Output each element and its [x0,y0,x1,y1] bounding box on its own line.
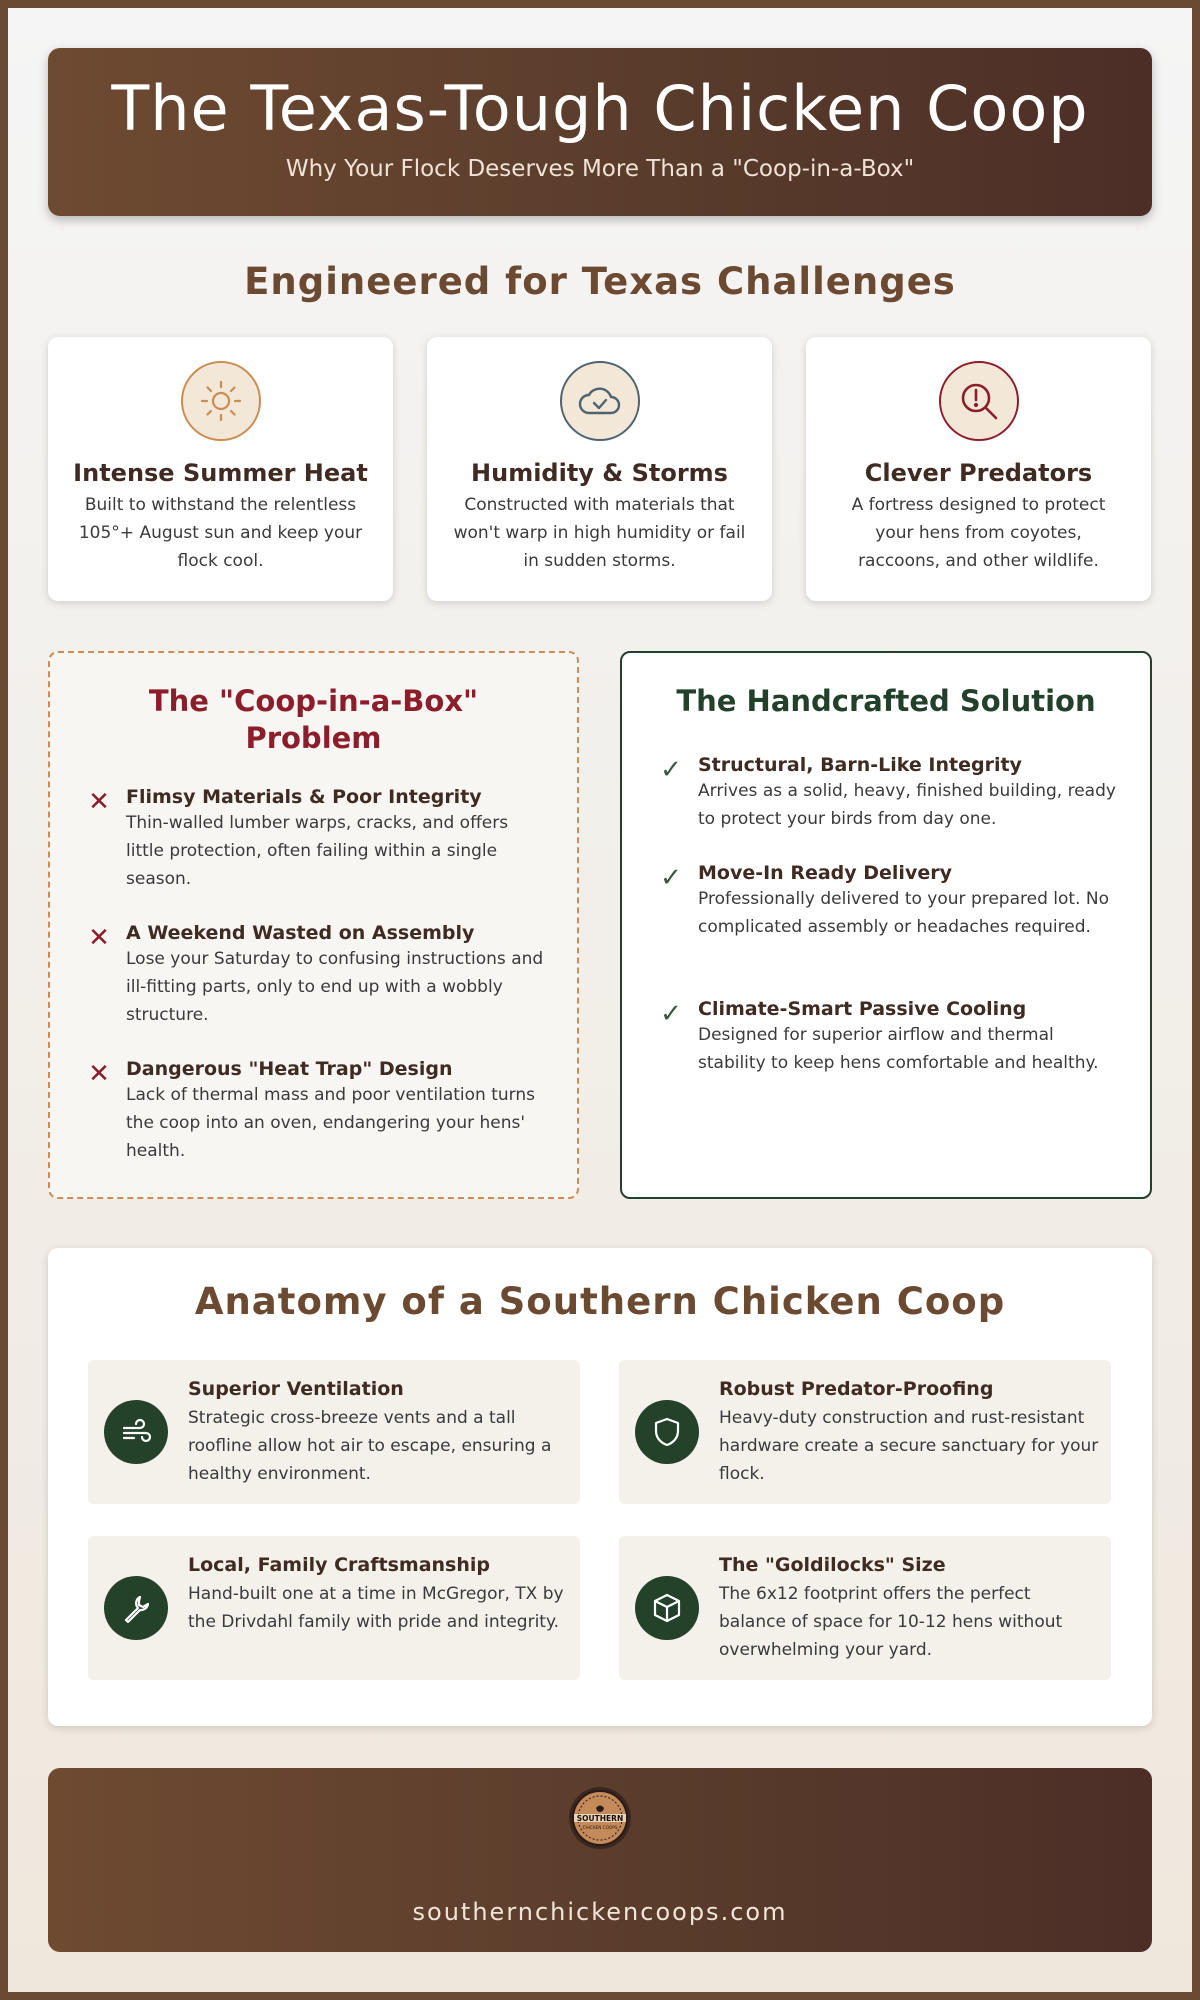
cloud-check-icon [560,361,640,441]
brand-logo [568,1786,632,1850]
card-title: Humidity & Storms [471,459,728,487]
feature-ventilation [88,1360,580,1504]
anatomy-section [48,1248,1152,1726]
problem-item-text: Lack of thermal mass and poor ventilation turns the coop into an oven, endangering your hens' health. [126,1085,535,1161]
solution-item-title: Climate-Smart Passive Cooling [698,998,1027,1020]
page [8,8,1192,1992]
problem-item-text: Thin-walled lumber warps, cracks, and offers little protection, often failing within a single season. [126,813,509,889]
check-icon: ✓ [660,755,682,785]
feature-title: Superior Ventilation [188,1378,404,1400]
svg-text:SOUTHERN: SOUTHERN [576,1814,624,1823]
feature-predator-proofing [619,1360,1111,1504]
problem-panel [48,651,579,1199]
problem-title: The "Coop-in-a-Box" Problem [148,684,479,755]
wrench-icon [104,1576,168,1640]
feature-title: Robust Predator-Proofing [719,1378,994,1400]
solution-panel [620,651,1152,1199]
feature-text: Heavy-duty construction and rust-resistant hardware create a secure sanctuary for your flock. [719,1408,1099,1484]
svg-text:CHICKEN COOPS: CHICKEN COOPS [582,1825,618,1830]
solution-item [656,861,1116,941]
challenge-card-heat [48,337,393,601]
solution-item-text: Professionally delivered to your prepared lot. No complicated assembly or headaches required. [698,889,1109,937]
solution-item-text: Arrives as a solid, heavy, finished building, ready to protect your birds from day one. [698,781,1116,829]
challenge-card-storms [427,337,772,601]
card-text: Built to withstand the relentless 105°+ August sun and keep your flock cool. [78,495,363,571]
feature-text: The 6x12 footprint offers the perfect balance of space for 10-12 hens without overwhelming your yard. [719,1584,1063,1660]
wind-icon [104,1400,168,1464]
problem-item [84,921,544,1029]
page-subtitle: Why Your Flock Deserves More Than a "Coop-in-a-Box" [285,156,915,182]
problem-item-title: A Weekend Wasted on Assembly [126,922,475,944]
feature-size [619,1536,1111,1680]
sun-icon [181,361,261,441]
anatomy-title: Anatomy of a Southern Chicken Coop [194,1280,1006,1323]
box-icon [635,1576,699,1640]
check-icon: ✓ [660,863,682,893]
challenges-title: Engineered for Texas Challenges [244,260,956,303]
footer [48,1768,1152,1952]
x-icon: ✕ [88,787,110,817]
problem-item-title: Dangerous "Heat Trap" Design [126,1058,453,1080]
card-title: Clever Predators [864,459,1093,487]
shield-icon [635,1400,699,1464]
hero-banner [48,48,1152,216]
feature-title: The "Goldilocks" Size [719,1554,946,1576]
x-icon: ✕ [88,923,110,953]
challenge-card-predators [806,337,1151,601]
search-alert-icon [939,361,1019,441]
problem-item [84,1057,544,1165]
problem-item-text: Lose your Saturday to confusing instructions and ill-fitting parts, only to end up with a wobbly structure. [126,949,544,1025]
solution-title: The Handcrafted Solution [676,684,1096,718]
card-text: Constructed with materials that won't warp in high humidity or fail in sudden storms. [453,495,746,571]
problem-item [84,785,544,893]
feature-text: Hand-built one at a time in McGregor, TX by the Drivdahl family with pride and integrity. [188,1584,564,1632]
feature-craftsmanship [88,1536,580,1680]
feature-text: Strategic cross-breeze vents and a tall roofline allow hot air to escape, ensuring a healthy environment. [188,1408,552,1484]
website-url[interactable]: southernchickencoops.com [412,1898,788,1926]
solution-item [656,753,1116,833]
feature-title: Local, Family Craftsmanship [188,1554,490,1576]
x-icon: ✕ [88,1059,110,1089]
solution-item-title: Move-In Ready Delivery [698,862,952,884]
card-text: A fortress designed to protect your hens from coyotes, raccoons, and other wildlife. [851,495,1106,571]
page-title: The Texas-Tough Chicken Coop [111,72,1089,145]
check-icon: ✓ [660,999,682,1029]
solution-item-text: Designed for superior airflow and thermal stability to keep hens comfortable and healthy. [698,1025,1099,1073]
card-title: Intense Summer Heat [73,459,368,487]
solution-item-title: Structural, Barn-Like Integrity [698,754,1022,776]
solution-item [656,997,1116,1077]
problem-item-title: Flimsy Materials & Poor Integrity [126,786,482,808]
